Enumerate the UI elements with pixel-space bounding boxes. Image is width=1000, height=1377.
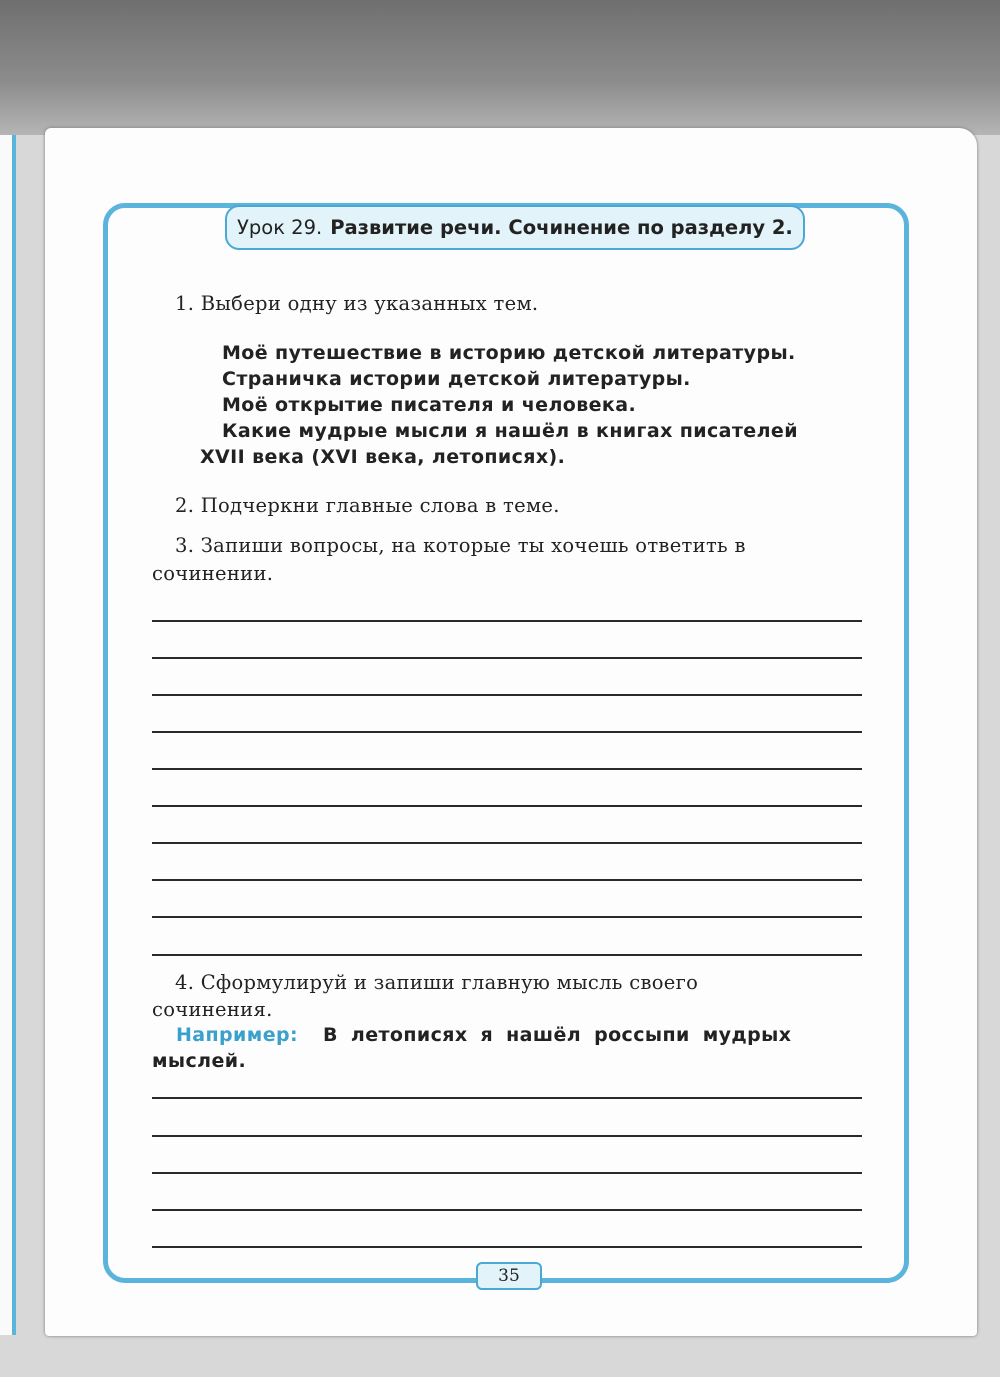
- task-3-line1: 3. Запиши вопросы, на которые ты хочешь ответить в: [175, 534, 746, 557]
- answer-line[interactable]: [152, 1209, 862, 1211]
- page-frame: [103, 203, 909, 1283]
- answer-line[interactable]: [152, 768, 862, 770]
- answer-line[interactable]: [152, 916, 862, 918]
- task-1: 1. Выбери одну из указанных тем.: [175, 292, 539, 315]
- example-label: Например:: [176, 1024, 298, 1046]
- topic-2: Страничка истории детской литературы.: [222, 368, 691, 390]
- lesson-title: Развитие речи. Сочинение по разделу 2.: [330, 216, 793, 239]
- example-text: В летописях я нашёл россыпи мудрых: [323, 1024, 792, 1046]
- answer-line[interactable]: [152, 620, 862, 622]
- topic-4-cont: XVII века (XVI века, летописях).: [200, 446, 566, 468]
- answer-line[interactable]: [152, 1246, 862, 1248]
- answer-line[interactable]: [152, 805, 862, 807]
- task-4-line1: 4. Сформулируй и запиши главную мысль своего: [175, 971, 699, 994]
- topic-1: Моё путешествие в историю детской литературы.: [222, 342, 796, 364]
- answer-line[interactable]: [152, 954, 862, 956]
- answer-line[interactable]: [152, 657, 862, 659]
- answer-line[interactable]: [152, 1135, 862, 1137]
- scan-background: [0, 0, 1000, 135]
- answer-line[interactable]: [152, 731, 862, 733]
- lesson-header: [225, 205, 805, 250]
- task-2: 2. Подчеркни главные слова в теме.: [175, 494, 560, 517]
- answer-line[interactable]: [152, 842, 862, 844]
- lesson-number: Урок 29.: [237, 216, 323, 239]
- answer-line[interactable]: [152, 879, 862, 881]
- topic-3: Моё открытие писателя и человека.: [222, 394, 637, 416]
- page-number: 35: [476, 1262, 542, 1290]
- answer-line[interactable]: [152, 694, 862, 696]
- task-4-line2: сочинения.: [152, 998, 273, 1021]
- task-3-line2: сочинении.: [152, 562, 274, 585]
- example-text-cont: мыслей.: [152, 1050, 247, 1072]
- answer-line[interactable]: [152, 1172, 862, 1174]
- answer-line[interactable]: [152, 1097, 862, 1099]
- left-page-edge: [0, 135, 16, 1335]
- topic-4: Какие мудрые мысли я нашёл в книгах писателей: [222, 420, 798, 442]
